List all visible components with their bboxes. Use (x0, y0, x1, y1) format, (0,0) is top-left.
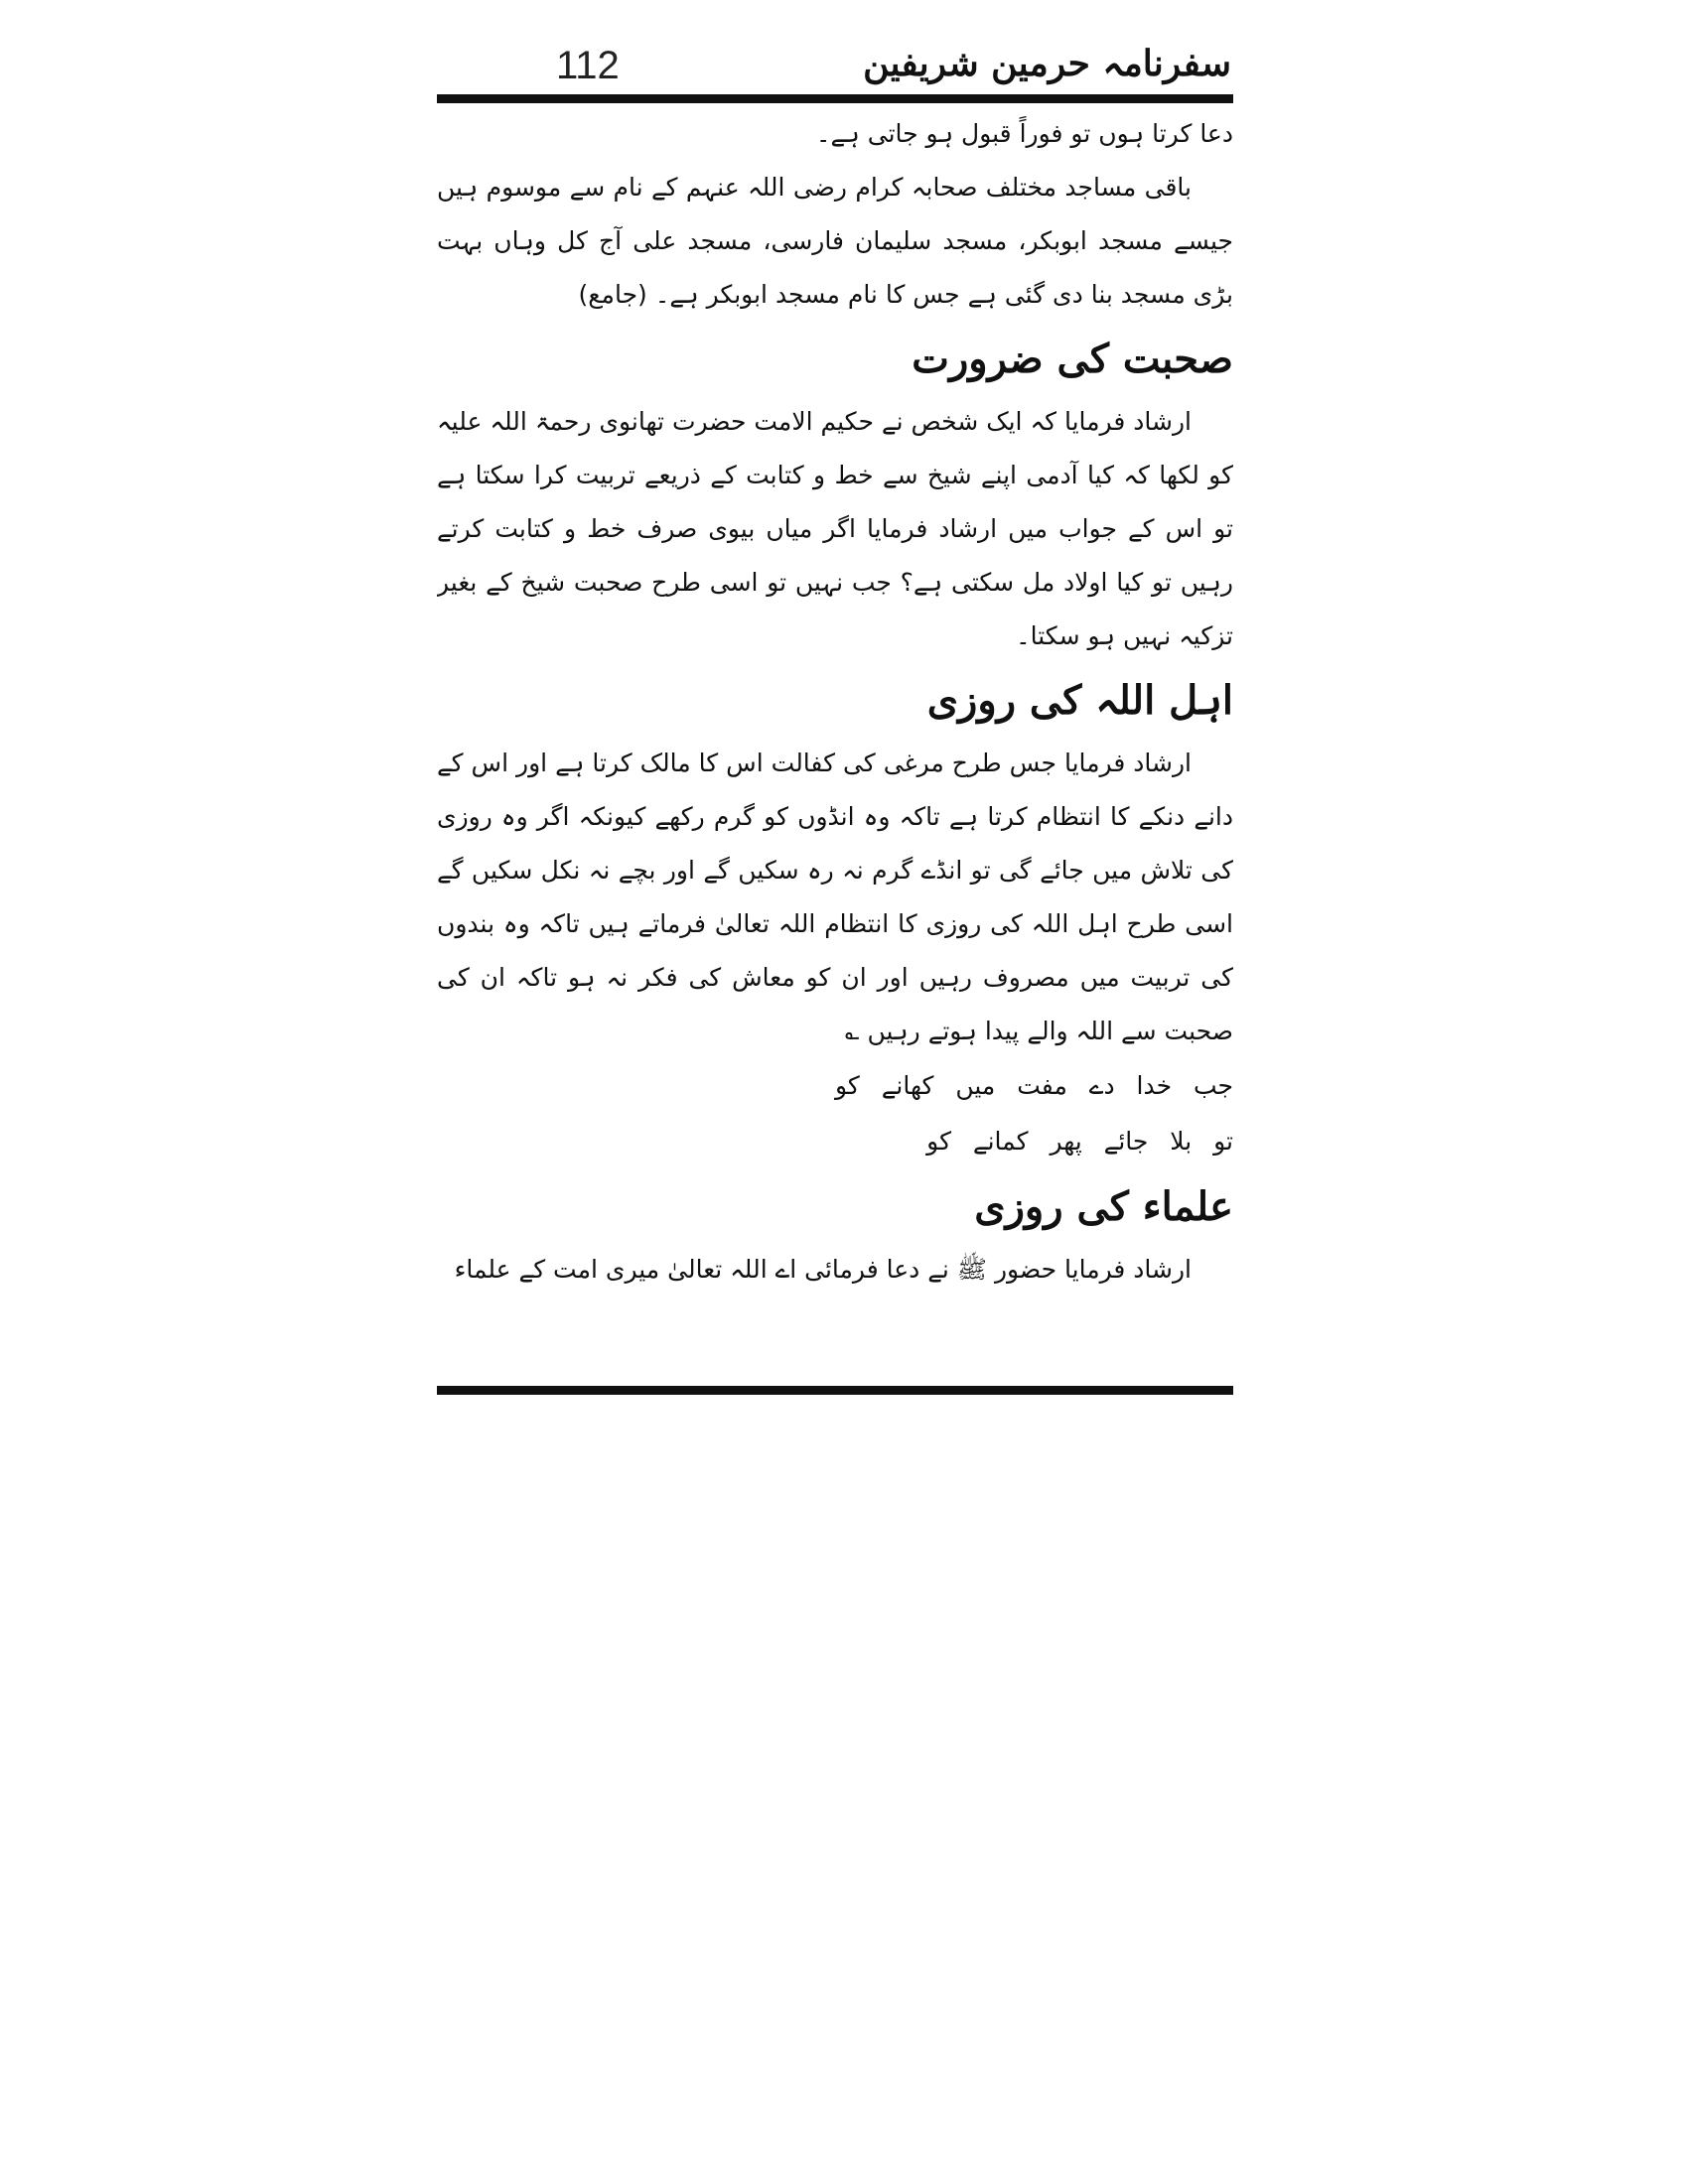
heading-ahlullah: اہل اللہ کی روزی (926, 677, 1233, 724)
paragraph-suhbat: ارشاد فرمایا کہ ایک شخص نے حکیم الامت حضرت تھانوی رحمۃ اللہ علیہ کو لکھا کہ کیا آدمی اپنے شیخ سے خط و کتابت کے ذریعے تربیت کرا سکتا ہے تو اس کے جواب میں ارشاد فرمایا اگر میاں بیوی صرف خط و کتابت کرتے رہیں تو کیا اولاد مل سکتی ہے؟ جب نہیں تو اسی طرح صحبت شیخ کے بغیر تزکیہ نہیں ہو سکتا۔ (437, 407, 1233, 650)
paragraph-dua: دعا کرتا ہوں تو فوراً قبول ہو جاتی ہے۔ (815, 119, 1233, 148)
page-number: 112 (556, 44, 620, 87)
page-body (437, 107, 1233, 1378)
paragraph-ahlullah: ارشاد فرمایا جس طرح مرغی کی کفالت اس کا مالک کرتا ہے اور اس کے دانے دنکے کا انتظام کرتا ہے تاکہ وہ انڈوں کو گرم رکھے کیونکہ اگر وہ روزی کی تلاش میں جائے گی تو انڈے گرم نہ رہ سکیں گے اور بچے نہ نکل سکیں گے اسی طرح اہل اللہ کی روزی کا انتظام اللہ تعالیٰ فرماتے ہیں تاکہ وہ بندوں کی تربیت میں مصروف رہیں اور ان کو معاش کی فکر نہ ہو تاکہ ان کی صحبت سے اللہ والے پیدا ہوتے رہیں ؎ (437, 749, 1233, 1045)
paragraph-ulama: ارشاد فرمایا حضور ﷺ نے دعا فرمائی اے اللہ تعالیٰ میری امت کے علماء (454, 1255, 1192, 1284)
book-title: سفرنامہ حرمین شریفین (863, 43, 1231, 84)
verse-line-2: تو بلا جائے پھر کمانے کو (926, 1127, 1233, 1156)
verse-line-1: جب خدا دے مفت میں کھانے کو (834, 1071, 1233, 1100)
heading-suhbat: صحبت کی ضرورت (912, 336, 1233, 382)
header-rule (437, 94, 1233, 103)
footer-rule (437, 1386, 1233, 1395)
paragraph-masajid: باقی مساجد مختلف صحابہ کرام رضی اللہ عنہم کے نام سے موسوم ہیں جیسے مسجد ابوبکر، مسجد سلیمان فارسی، مسجد علی آج کل وہاں بہت بڑی مسجد بنا دی گئی ہے جس کا نام مسجد ابوبکر ہے۔ (جامع) (437, 173, 1233, 309)
heading-ulama: علماء کی روزی (974, 1183, 1233, 1230)
